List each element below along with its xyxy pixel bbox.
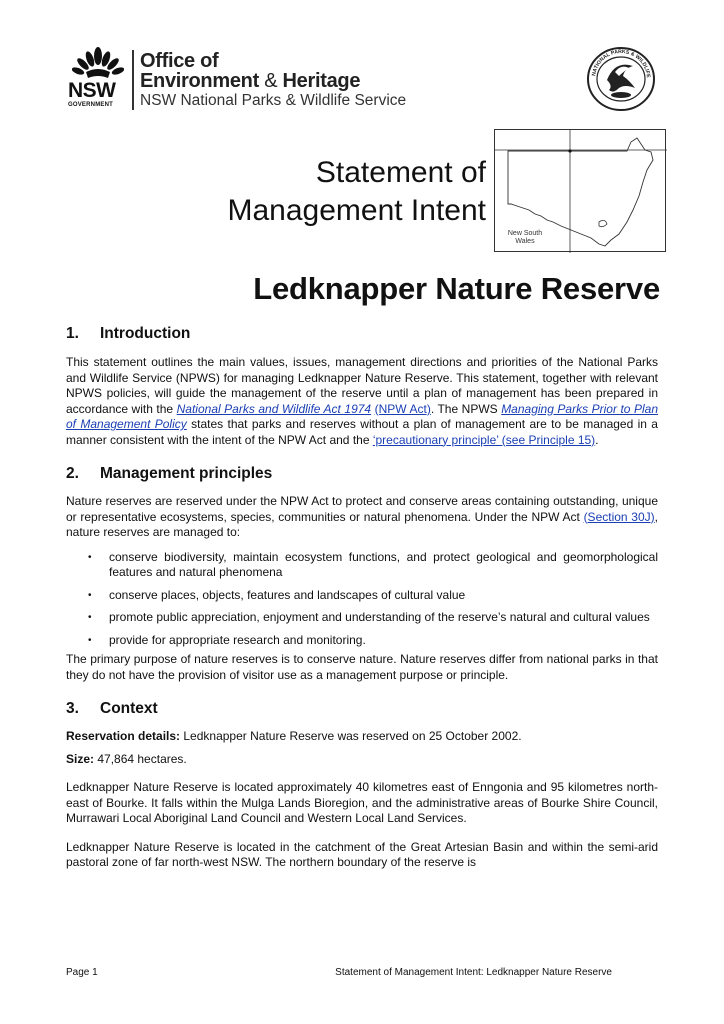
nsw-logo-text: NSW: [68, 79, 116, 102]
text-run: .: [595, 432, 599, 447]
principles-paragraph: [66, 494, 658, 541]
section-title: Management principles: [100, 465, 273, 482]
principles-list: [66, 550, 658, 649]
reservation-text: Ledknapper Nature Reserve was reserved on 25 October 2002.: [180, 729, 522, 743]
map-label: [507, 230, 543, 246]
section-title: Introduction: [100, 325, 191, 342]
footer-title: Statement of Management Intent: Ledknapper Nature Reserve: [335, 967, 612, 978]
page-number: Page 1: [66, 967, 98, 978]
badge-text: NATIONAL PARKS & WILDLIFE: [591, 48, 652, 79]
npws-badge-logo: [585, 46, 657, 112]
nsw-logo-subtext: GOVERNMENT: [68, 102, 114, 108]
organisation-name: [140, 51, 406, 109]
size-text: 47,864 hectares.: [94, 751, 187, 766]
reservation-label: Reservation details:: [66, 729, 181, 743]
reserve-location-marker: [568, 149, 571, 152]
precautionary-principle-link[interactable]: ‘precautionary principle’ (see Principle 15): [372, 432, 596, 447]
section-number: 2.: [66, 465, 79, 482]
npws-emblem-icon: [585, 46, 657, 112]
section-3-heading: [66, 700, 658, 718]
org-line-2-amp: &: [264, 70, 278, 93]
catchment-paragraph: Ledknapper Nature Reserve is located in the catchment of the Great Artesian Basin and within the semi-arid pastoral zone of far north-west NSW. The northern boundary of the reserve is: [66, 839, 658, 869]
org-line-2: [140, 71, 406, 91]
org-line-1: Office of: [140, 50, 219, 72]
list-item: • promote public appreciation, enjoyment and understanding of the reserve’s natural and cultural values: [66, 610, 658, 626]
text-run: . The NPWS: [430, 401, 502, 416]
section-30j-link[interactable]: (Section 30J): [583, 509, 655, 524]
org-line-2-a: Environment: [140, 70, 259, 93]
map-label-line-1: New South: [507, 230, 543, 237]
location-map: [494, 129, 666, 252]
introduction-paragraph: [66, 355, 658, 448]
main-content: [66, 325, 658, 871]
reservation-details: [66, 729, 658, 745]
org-line-2-b: Heritage: [282, 70, 361, 93]
policy-link[interactable]: Managing Parks Prior to Plan of Management Policy: [66, 401, 659, 431]
section-2-heading: [66, 465, 658, 483]
primary-purpose-paragraph: The primary purpose of nature reserves is to conserve nature. Nature reserves differ from national parks in that they do not have the provision of visitor use as a management purpose or principle.: [66, 652, 658, 682]
size-details: [66, 752, 658, 768]
size-label: Size:: [66, 751, 95, 766]
title-line-1: Statement of: [315, 156, 486, 189]
npw-act-abbrev-link[interactable]: (NPW Act): [374, 401, 431, 416]
section-number: 1.: [66, 325, 79, 342]
list-item: • conserve places, objects, features and landscapes of cultural value: [66, 588, 658, 604]
section-number: 3.: [66, 700, 79, 717]
text-run: , nature reserves are managed to:: [66, 509, 658, 539]
section-title: Context: [100, 700, 158, 717]
nsw-government-logo: [66, 46, 130, 108]
npw-act-link[interactable]: National Parks and Wildlife Act 1974: [176, 401, 372, 416]
text-run: This statement outlines the main values, issues, management directions and priorities of the National Parks and Wildlife Service (NPWS) for managing Ledknapper Nature Reserve. This statement, together with relevant NPWS policies, will guide the management of the reserve until a plan of management has been prepared in accordance with the: [66, 355, 658, 416]
section-1-heading: [66, 325, 658, 343]
title-line-2: Management Intent: [227, 194, 486, 227]
logo-divider: [132, 50, 134, 110]
page-footer: [66, 967, 612, 978]
list-item: • conserve biodiversity, maintain ecosystem functions, and protect geological and geomorphological features and natural phenomena: [66, 550, 658, 581]
text-run: states that parks and reserves without a plan of management are to be managed in a manner consistent with the intent of the NPW Act and the: [66, 417, 658, 447]
org-line-3: NSW National Parks & Wildlife Service: [140, 91, 407, 109]
statement-title: [227, 154, 486, 230]
waratah-icon: [72, 46, 124, 82]
location-paragraph: Ledknapper Nature Reserve is located approximately 40 kilometres east of Enngonia and 95 kilometres north-east of Bourke. It falls within the Mulga Lands Bioregion, and the administrative areas of Bourke Shire Council, Murrawari Local Aboriginal Land Council and Western Local Land Services.: [66, 780, 658, 825]
list-item: • provide for appropriate research and monitoring.: [66, 633, 658, 649]
map-label-line-2: Wales: [515, 238, 535, 245]
text-run: Nature reserves are reserved under the NPW Act to protect and conserve areas containing outstanding, unique or representative ecosystems, species, communities or natural phenomena. Under the NPW Act: [66, 494, 658, 524]
reserve-name-heading: Ledknapper Nature Reserve: [253, 271, 660, 306]
